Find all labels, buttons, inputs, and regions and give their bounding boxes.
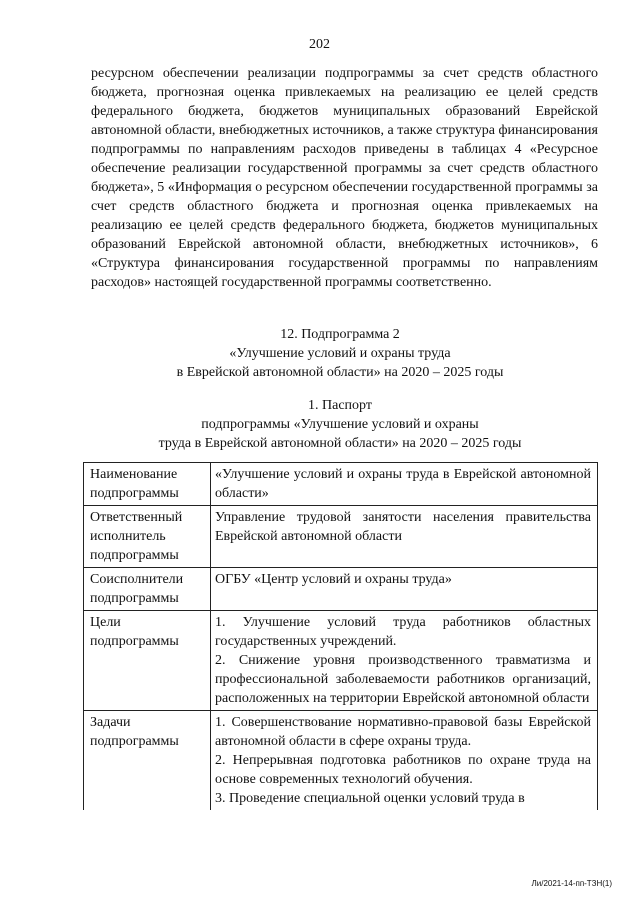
subprogram-heading-line: в Еврейской автономной области» на 2020 – 2025 годы (176, 365, 504, 380)
passport-table (83, 462, 598, 810)
row-label: Задачи подпрограммы (84, 711, 211, 811)
row-value-line: «Улучшение условий и охраны труда в Еврейской автономной области» (215, 467, 591, 501)
row-label: Цели подпрограммы (84, 611, 211, 711)
body-paragraph: ресурсном обеспечении реализации подпрограммы за счет средств областного бюджета, прогнозная оценка привлекаемых на реализацию ее целей средств федерального бюджета, бюджетов муниципальных образований Еврейской автономной области, внебюджетных источников, а также структура финансирования подпрограммы по направлениям расходов приведены в таблицах 4 «Ресурсное обеспечение реализации государственной программы за счет средств областного бюджета», 5 «Информация о ресурсном обеспечении государственной программы за счет средств областного бюджета и прогнозная оценка привлекаемых на реализацию ее целей средств федерального бюджета, бюджетов муниципальных образований Еврейской автономной области, внебюджетных источников», 6 «Структура финансирования государственной программы по направлениям расходов» настоящей государственной программы соответственно. (91, 66, 598, 290)
subprogram-heading (80, 325, 600, 382)
row-value (211, 711, 598, 811)
passport-heading-line: подпрограммы «Улучшение условий и охраны (201, 417, 479, 432)
row-label: Ответственный исполнитель подпрограммы (84, 506, 211, 568)
page-number: 202 (309, 37, 330, 52)
table-row (84, 711, 598, 811)
row-value (211, 568, 598, 611)
row-value-line: Управление трудовой занятости населения правительства Еврейской автономной области (215, 510, 591, 544)
passport-heading (80, 396, 600, 453)
passport-heading-line: 1. Паспорт (308, 398, 372, 413)
row-value-line: 1. Совершенствование нормативно-правовой базы Еврейской автономной области в сфере охраны труда. (215, 715, 591, 749)
row-value-line: 2. Снижение уровня производственного травматизма и профессиональной заболеваемости работников организаций, расположенных на территории Еврейской автономной области (215, 653, 591, 706)
passport-heading-line: труда в Еврейской автономной области» на 2020 – 2025 годы (158, 436, 522, 451)
subprogram-heading-line: «Улучшение условий и охраны труда (229, 346, 451, 361)
row-value-line: 1. Улучшение условий труда работников областных государственных учреждений. (215, 615, 591, 649)
table-row (84, 611, 598, 711)
footer-document-code: Ли/2021-14-пп-ТЗН(1) (531, 879, 612, 888)
row-value (211, 611, 598, 711)
row-value (211, 463, 598, 506)
table-row (84, 463, 598, 506)
row-value-line: 2. Непрерывная подготовка работников по охране труда на основе современных технологий обучения. (215, 753, 591, 787)
row-value (211, 506, 598, 568)
row-value-line: ОГБУ «Центр условий и охраны труда» (215, 572, 452, 587)
row-label: Наименование подпрограммы (84, 463, 211, 506)
row-value-line: 3. Проведение специальной оценки условий труда в (215, 791, 525, 806)
table-row (84, 568, 598, 611)
row-label: Соисполнители подпрограммы (84, 568, 211, 611)
table-row (84, 506, 598, 568)
subprogram-heading-line: 12. Подпрограмма 2 (280, 327, 400, 342)
